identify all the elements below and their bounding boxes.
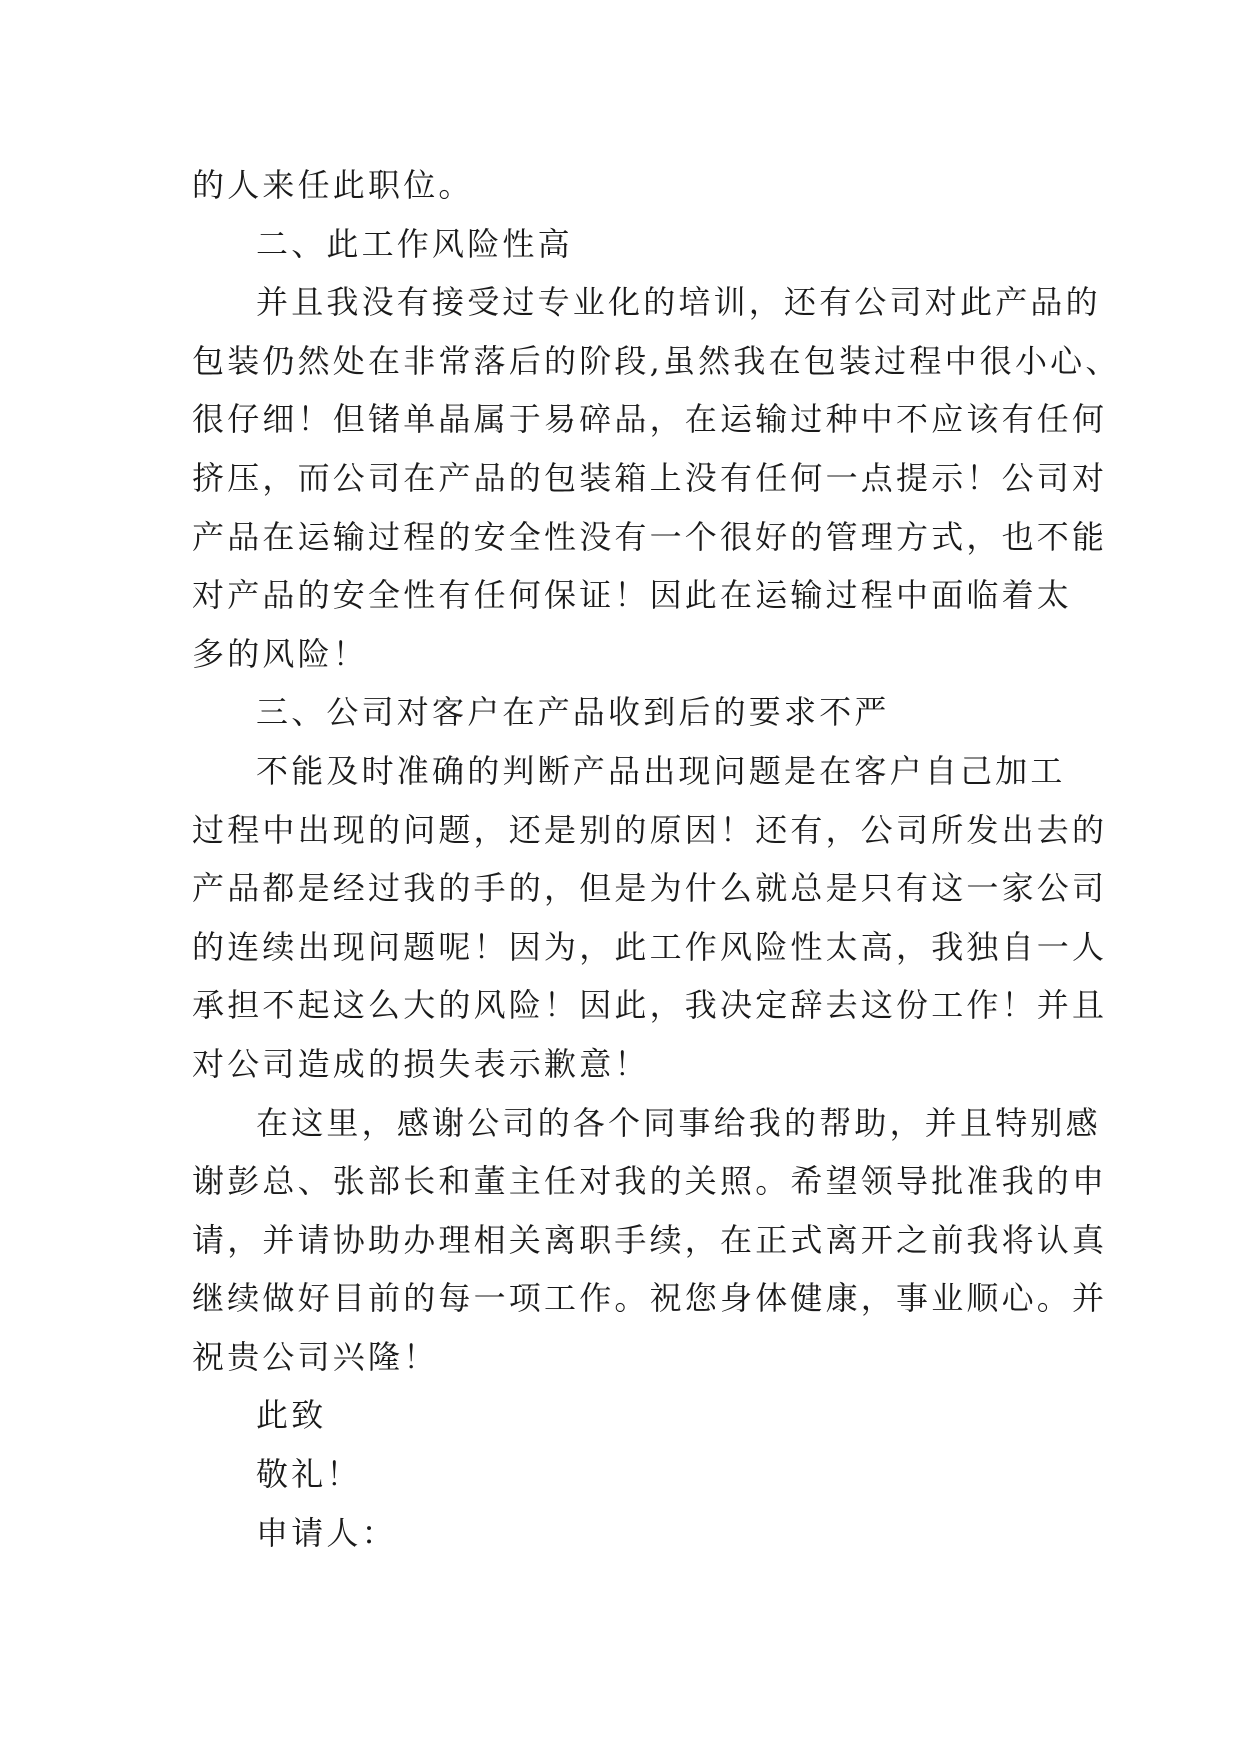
section-heading-3: 三、公司对客户在产品收到后的要求不严 — [256, 693, 890, 732]
paragraph-line: 对产品的安全性有任何保证！因此在运输过程中面临着太 — [192, 576, 1073, 615]
continuation-line: 的人来任此职位。 — [192, 166, 474, 204]
letter-body — [192, 156, 1121, 1562]
paragraph-line: 很仔细！但锗单晶属于易碎品，在运输过种中不应该有任何 — [192, 400, 1108, 439]
paragraph-line: 挤压，而公司在产品的包装箱上没有任何一点提示！公司对 — [192, 458, 1108, 497]
paragraph-risk — [192, 273, 1121, 683]
paragraph-client-requirements — [192, 742, 1108, 1094]
closing-regards: 敬礼！ — [256, 1455, 362, 1494]
paragraph-line: 产品在运输过程的安全性没有一个很好的管理方式，也不能 — [192, 517, 1108, 556]
paragraph-line: 在这里，感谢公司的各个同事给我的帮助，并且特别感 — [256, 1103, 1101, 1142]
paragraph-line: 多的风险！ — [192, 634, 369, 673]
paragraph-line: 过程中出现的问题，还是别的原因！还有，公司所发出去的 — [192, 810, 1108, 849]
paragraph-line: 谢彭总、张部长和董主任对我的关照。希望领导批准我的申 — [192, 1162, 1108, 1201]
paragraph-line: 祝贵公司兴隆！ — [192, 1337, 439, 1376]
paragraph-line: 产品都是经过我的手的，但是为什么就总是只有这一家公司 — [192, 869, 1108, 908]
closing-salutation: 此致 — [256, 1396, 327, 1435]
paragraph-line: 的连续出现问题呢！因为，此工作风险性太高，我独自一人 — [192, 927, 1108, 966]
paragraph-thanks — [192, 1094, 1108, 1387]
paragraph-line: 继续做好目前的每一项工作。祝您身体健康，事业顺心。并 — [192, 1279, 1108, 1318]
paragraph-line: 包装仍然处在非常落后的阶段,虽然我在包装过程中很小心、 — [192, 341, 1121, 380]
paragraph-line: 请，并请协助办理相关离职手续，在正式离开之前我将认真 — [192, 1220, 1108, 1259]
paragraph-line: 承担不起这么大的风险！因此，我决定辞去这份工作！并且 — [192, 986, 1108, 1025]
section-heading-2: 二、此工作风险性高 — [256, 224, 573, 263]
paragraph-line: 并且我没有接受过专业化的培训，还有公司对此产品的 — [256, 283, 1101, 322]
signature-label: 申请人： — [256, 1513, 397, 1552]
paragraph-line: 不能及时准确的判断产品出现问题是在客户自己加工 — [256, 751, 1066, 790]
paragraph-line: 对公司造成的损失表示歉意！ — [192, 1044, 650, 1083]
